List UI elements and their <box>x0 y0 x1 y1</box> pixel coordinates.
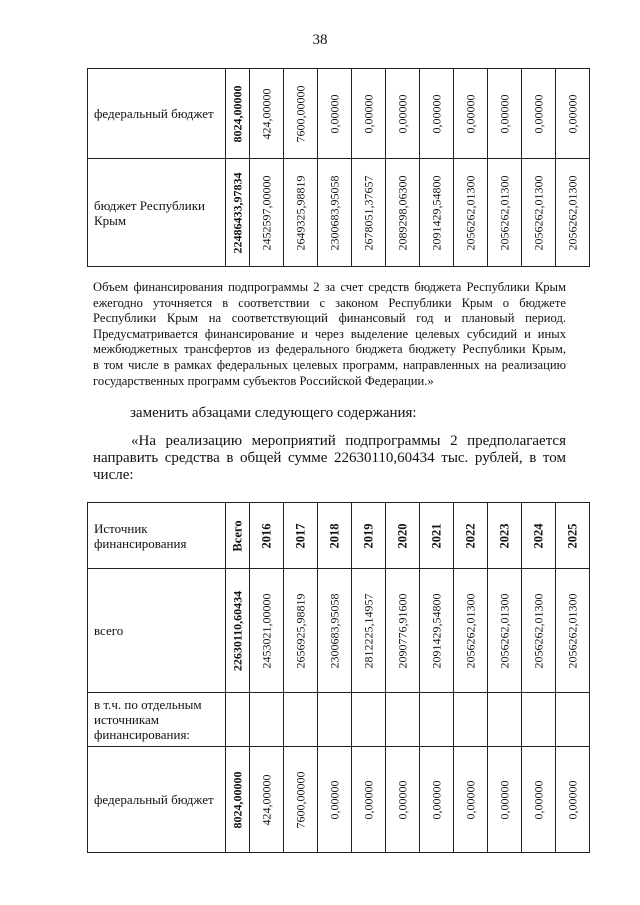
row-total: 22486433,97834 <box>230 172 244 253</box>
paragraph-line: числе: <box>93 467 134 483</box>
cell-2019: 2812225,14957 <box>361 593 375 668</box>
paragraph-line: Республики Крым на соответствующий финансовый год и плановый период. <box>93 311 566 326</box>
cell-2025: 2056262,01300 <box>565 175 579 250</box>
empty-cell <box>488 693 522 747</box>
cell-2016: 2453021,00000 <box>259 593 273 668</box>
cell-2016: 424,00000 <box>259 774 273 825</box>
table-header-row <box>88 503 590 569</box>
empty-cell <box>250 693 284 747</box>
cell-2019: 0,00000 <box>361 780 375 819</box>
table-row-including <box>88 693 590 747</box>
cell-2016: 424,00000 <box>259 88 273 139</box>
table-row-federal-budget <box>88 747 590 853</box>
header-year-2019: 2019 <box>361 523 375 548</box>
cell-2019: 2678051,37657 <box>361 175 375 250</box>
header-year-2020: 2020 <box>395 523 409 548</box>
row-label: бюджет Республики Крым <box>88 159 226 267</box>
page-number: 38 <box>312 32 328 48</box>
row-total: 8024,00000 <box>230 85 244 142</box>
cell-2025: 0,00000 <box>565 780 579 819</box>
row-label: в т.ч. по отдельным источникам финансирования: <box>88 693 226 747</box>
cell-2018: 0,00000 <box>327 94 341 133</box>
paragraph-line: ежегодно уточняется в соответствии с законом Республики Крым о бюджете <box>93 295 566 310</box>
header-year-2018: 2018 <box>327 523 341 548</box>
empty-cell <box>352 693 386 747</box>
paragraph-line: в том числе в рамках федеральных целевых программ, направленных на реализацию <box>93 357 566 372</box>
cell-2017: 7600,00000 <box>293 771 307 828</box>
header-year-2017: 2017 <box>293 523 307 548</box>
cell-2025: 0,00000 <box>565 94 579 133</box>
paragraph-line: государственных программ субъектов Российской Федерации.» <box>93 373 434 388</box>
header-year-2016: 2016 <box>259 523 273 548</box>
paragraph-line: Объем финансирования подпрограммы 2 за счет средств бюджета Республики Крым <box>93 280 566 294</box>
cell-2024: 2056262,01300 <box>531 175 545 250</box>
paragraph-line: «На реализацию мероприятий подпрограммы 2 предполагается <box>131 433 566 449</box>
cell-2022: 2056262,01300 <box>463 175 477 250</box>
cell-2021: 0,00000 <box>429 780 443 819</box>
paragraph-line: направить средства в общей сумме 22630110,60434 тыс. рублей, в том <box>93 450 566 466</box>
row-label: федеральный бюджет <box>88 69 226 159</box>
empty-cell <box>226 693 250 747</box>
cell-2019: 0,00000 <box>361 94 375 133</box>
cell-2017: 2649325,98819 <box>293 175 307 250</box>
cell-2018: 2300683,95058 <box>327 593 341 668</box>
cell-2018: 2300683,95058 <box>327 175 341 250</box>
header-year-2024: 2024 <box>531 523 545 548</box>
table-row-total <box>88 569 590 693</box>
header-year-2023: 2023 <box>497 523 511 548</box>
empty-cell <box>420 693 454 747</box>
header-year-2021: 2021 <box>429 523 443 548</box>
empty-cell <box>454 693 488 747</box>
cell-2017: 2656925,98819 <box>293 593 307 668</box>
cell-2023: 0,00000 <box>497 780 511 819</box>
cell-2023: 0,00000 <box>497 94 511 133</box>
row-total: 22630110,60434 <box>230 590 244 671</box>
replacement-instruction: заменить абзацами следующего содержания: <box>130 405 417 421</box>
paragraph-line: межбюджетных трансфертов из федерального бюджета бюджету Республики Крым, <box>93 342 566 357</box>
empty-cell <box>284 693 318 747</box>
cell-2021: 2091429,54800 <box>429 175 443 250</box>
new-text-paragraph <box>93 433 566 484</box>
empty-cell <box>318 693 352 747</box>
empty-cell <box>386 693 420 747</box>
cell-2025: 2056262,01300 <box>565 593 579 668</box>
cell-2023: 2056262,01300 <box>497 593 511 668</box>
cell-2024: 0,00000 <box>531 94 545 133</box>
header-source-label: Источник финансирования <box>88 503 226 569</box>
cell-2022: 2056262,01300 <box>463 593 477 668</box>
empty-cell <box>522 693 556 747</box>
cell-2022: 0,00000 <box>463 780 477 819</box>
cell-2017: 7600,00000 <box>293 85 307 142</box>
cell-2021: 2091429,54800 <box>429 593 443 668</box>
empty-cell <box>556 693 590 747</box>
cell-2020: 0,00000 <box>395 780 409 819</box>
funding-table-continued <box>87 68 590 267</box>
header-year-2022: 2022 <box>463 523 477 548</box>
header-total: Всего <box>230 519 244 552</box>
cell-2022: 0,00000 <box>463 94 477 133</box>
cell-2020: 0,00000 <box>395 94 409 133</box>
cell-2020: 2090776,91600 <box>395 593 409 668</box>
cell-2024: 0,00000 <box>531 780 545 819</box>
funding-note-paragraph <box>93 280 566 389</box>
cell-2018: 0,00000 <box>327 780 341 819</box>
cell-2020: 2089298,06300 <box>395 175 409 250</box>
row-label: федеральный бюджет <box>88 747 226 853</box>
cell-2021: 0,00000 <box>429 94 443 133</box>
table-row-federal-budget <box>88 69 590 159</box>
cell-2023: 2056262,01300 <box>497 175 511 250</box>
cell-2024: 2056262,01300 <box>531 593 545 668</box>
funding-table <box>87 502 590 853</box>
paragraph-line: Предусматривается финансирование и через выделение целевых субсидий и иных <box>93 326 566 341</box>
cell-2016: 2452597,00000 <box>259 175 273 250</box>
row-total: 8024,00000 <box>230 771 244 828</box>
header-year-2025: 2025 <box>565 523 579 548</box>
row-label: всего <box>88 569 226 693</box>
table-row-crimea-budget <box>88 159 590 267</box>
